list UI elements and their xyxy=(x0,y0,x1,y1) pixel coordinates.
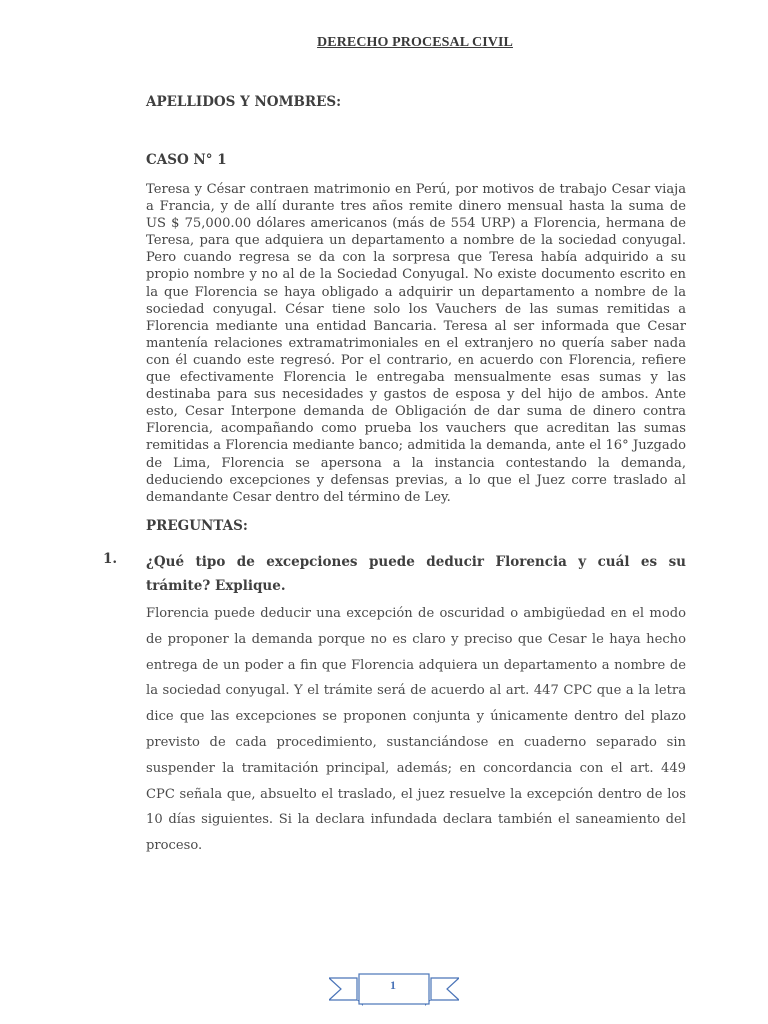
question-text: ¿Qué tipo de excepciones puede deducir Florencia y cuál es su trámite? Explique. xyxy=(146,554,686,594)
page-number: 1 xyxy=(390,978,396,992)
questions-label: PREGUNTAS: xyxy=(146,518,248,534)
name-label: APELLIDOS Y NOMBRES: xyxy=(146,94,342,110)
case-description: Teresa y César contraen matrimonio en Perú, por motivos de trabajo Cesar viaja a Francia, y de allí durante tres años remite dinero mensual hasta la suma de US $ 75,000.00 dólares americanos (más de 554 URP) a Florencia, hermana de Teresa, para que adquiera un departamento a nombre de la sociedad conyugal. Pero cuando regresa se da con la sorpresa que Teresa había adquirido a su propio nombre y no al de la Sociedad Conyugal. No existe documento escrito en la que Florencia se haya obligado a adquirir un departamento a nombre de la sociedad conyugal. César tiene solo los Vauchers de las sumas remitidas a Florencia mediante una entidad Bancaria. Teresa al ser informada que Cesar mantenía relaciones extramatrimoniales en el extranjero no quería saber nada con él cuando este regresó. Por el contrario, en acuerdo con Florencia, refiere que efectivamente Florencia le entregaba mensualmente esas sumas y las destinaba para sus necesidades y gastos de esposa y del hijo de ambos. Ante esto, Cesar Interpone demanda de Obligación de dar suma de dinero contra Florencia, acompañando como prueba los vauchers que acreditan las sumas remitidas a Florencia mediante banco; admitida la demanda, ante el 16° Juzgado de Lima, Florencia se apersona a la instancia contestando la demanda, deduciendo excepciones y defensas previas, a lo que el Juez corre traslado al demandante Cesar dentro del término de Ley. xyxy=(146,182,686,505)
case-title: CASO N° 1 xyxy=(146,152,227,168)
document-header: DERECHO PROCESAL CIVIL xyxy=(317,35,513,50)
question-number: 1. xyxy=(103,551,118,567)
answer-text: Florencia puede deducir una excepción de oscuridad o ambigüedad en el modo de proponer la demanda porque no es claro y preciso que Cesar le haya hecho entrega de un poder a fin que Florencia adquiera un departamento a nombre de la sociedad conyugal. Y el trámite será de acuerdo al art. 447 CPC que a la letra dice que las excepciones se proponen conjunta y únicamente dentro del plazo previsto de cada procedimiento, sustanciándose en cuaderno separado sin suspender la tramitación principal, además; en concordancia con el art. 449 CPC señala que, absuelto el traslado, el juez resuelve la excepción dentro de los 10 días siguientes. Si la declara infundada declara también el saneamiento del proceso. xyxy=(146,606,686,854)
